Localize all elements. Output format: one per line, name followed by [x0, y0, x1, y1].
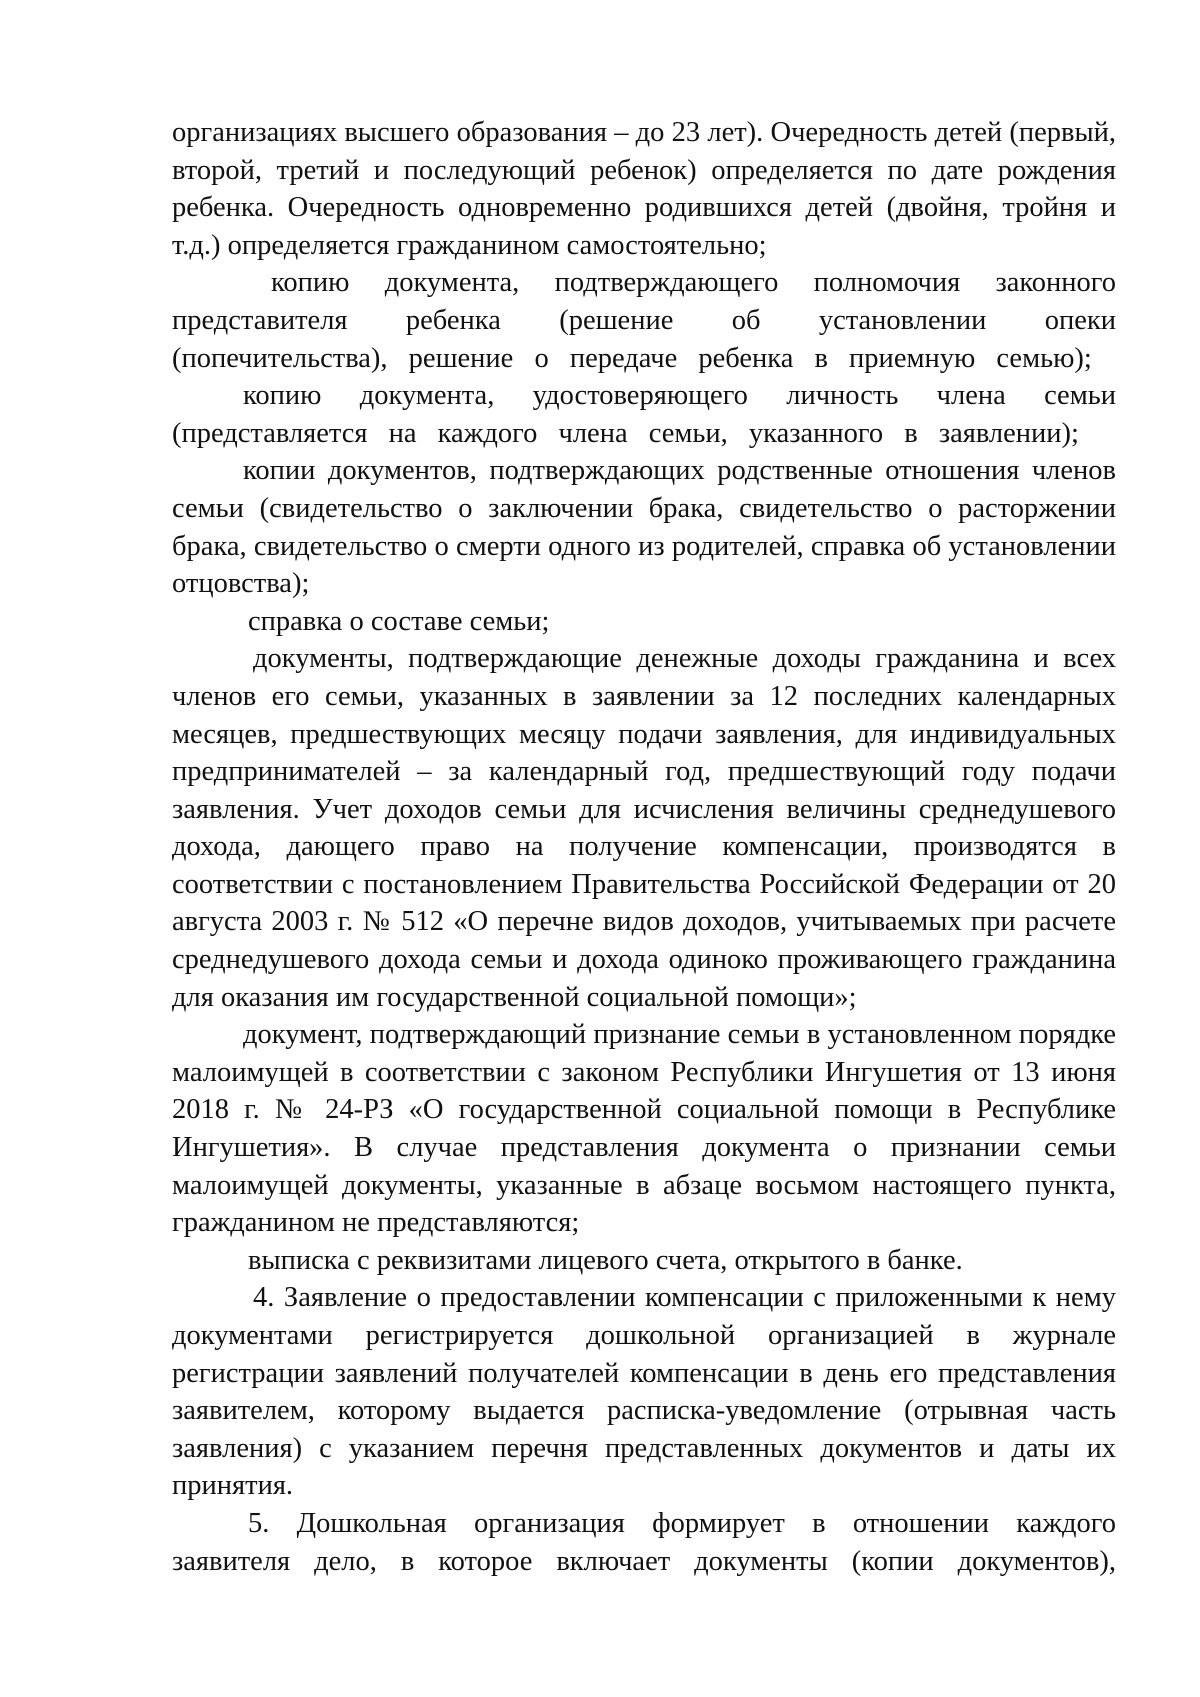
paragraph-8: выписка с реквизитами лицевого счета, открытого в банке. [248, 1244, 963, 1276]
paragraph-7: документ, подтверждающий признание семьи в установленном порядке малоимущей в соответствии с законом Республики Ингушетия от 13 июня 2018 г. № 24-РЗ «О государственной социальной помощи в Республике Ингушетия». В случае представления документа о признании семьи малоимущей документы, указанные в абзаце восьмом настоящего пункта, гражданином не представляются; [172, 1019, 1116, 1239]
paragraph-1: организациях высшего образования – до 23 лет). Очередность детей (первый, второй, третий и последующий ребенок) определяется по дате рождения ребенка. Очередность одновременно родившихся детей (двойня, тройня и т.д.) определяется гражданином самостоятельно; [172, 117, 1116, 261]
paragraph-4: копии документов, подтверждающих родственные отношения членов семьи (свидетельство о заключении брака, свидетельство о расторжении брака, свидетельство о смерти одного из родителей, справка об установлении отцовства); [172, 455, 1116, 600]
document-body [172, 114, 1116, 1580]
paragraph-2: копию документа, подтверждающего полномочия законного представителя ребенка (решение об установлении опеки (попечительства), решение о передаче ребенка в приемную семью); [172, 267, 1116, 374]
paragraph-9: 4. Заявление о предоставлении компенсации с приложенными к нему документами регистрируется дошкольной организацией в журнале регистрации заявлений получателей компенсации в день его представления заявителем, которому выдается расписка-уведомление (отрывная часть заявления) с указанием перечня представленных документов и даты их принятия. [172, 1282, 1116, 1502]
paragraph-10: 5. Дошкольная организация формирует в отношении каждого заявителя дело, в которое включает документы (копии документов), [172, 1507, 1116, 1577]
paragraph-6: документы, подтверждающие денежные доходы гражданина и всех членов его семьи, указанных в заявлении за 12 последних календарных месяцев, предшествующих месяцу подачи заявления, для индивидуальных предпринимателей – за календарный год, предшествующий году подачи заявления. Учет доходов семьи для исчисления величины среднедушевого дохода, дающего право на получение компенсации, производятся в соответствии с постановлением Правительства Российской Федерации от 20 августа 2003 г. № 512 «О перечне видов доходов, учитываемых при расчете среднедушевого дохода семьи и дохода одиноко проживающего гражданина для оказания им государственной социальной помощи»; [172, 643, 1116, 1013]
paragraph-5: справка о составе семьи; [248, 605, 550, 637]
paragraph-3: копию документа, удостоверяющего личность члена семьи (представляется на каждого члена семьи, указанного в заявлении); [172, 380, 1116, 449]
